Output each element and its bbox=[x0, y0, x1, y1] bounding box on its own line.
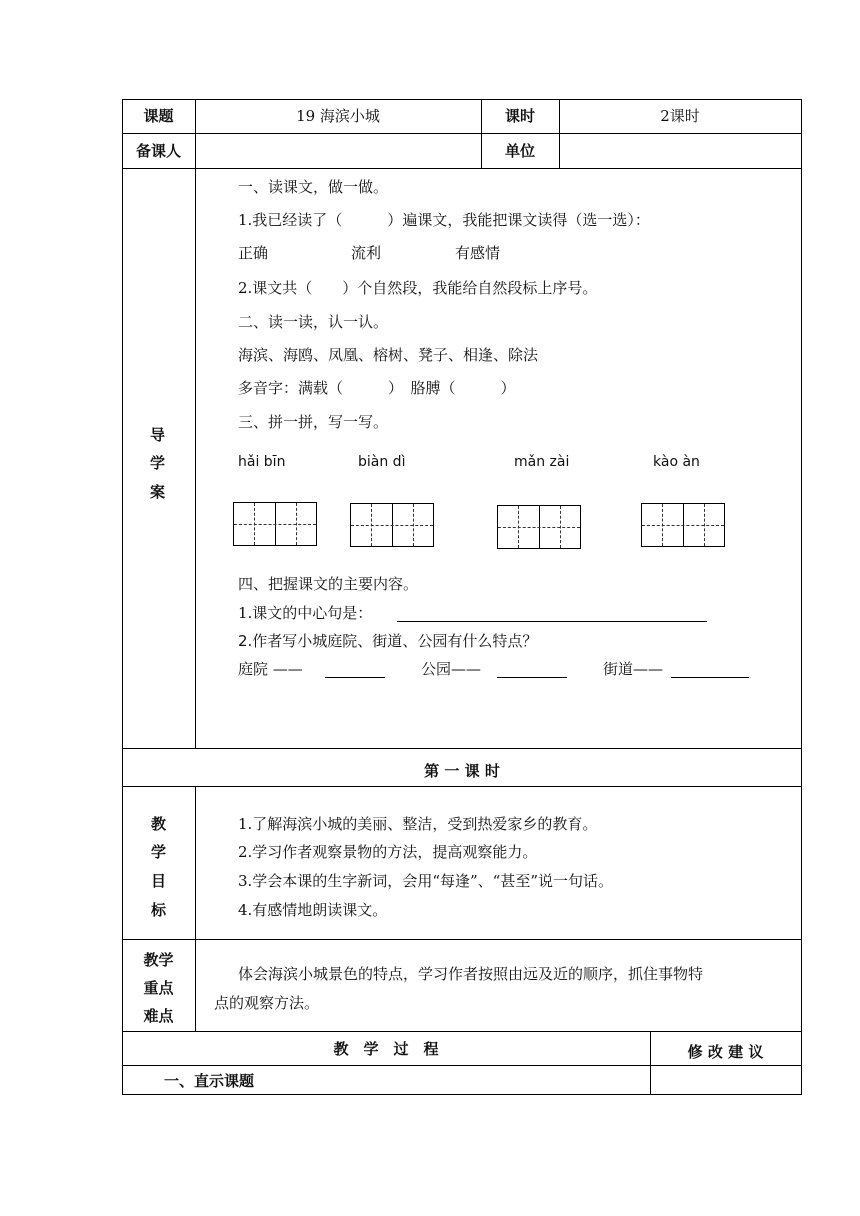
hours-label: 课时 bbox=[504, 107, 535, 125]
hours-value: 2课时 bbox=[660, 107, 700, 125]
first-lesson-heading: 第 一 课 时 bbox=[424, 762, 500, 780]
pinyin-2: biàn dì bbox=[358, 454, 406, 470]
writing-grid-3[interactable] bbox=[497, 505, 581, 549]
section-2-polyphones: 多音字：满载（ ） 胳膊（ ） bbox=[238, 379, 516, 397]
section-1-title: 一、读课文，做一做。 bbox=[238, 178, 389, 196]
fill-street-label: 街道—— bbox=[603, 660, 664, 678]
writing-grid-1[interactable] bbox=[233, 502, 317, 546]
table-rule bbox=[122, 786, 802, 787]
goal-item: 1.了解海滨小城的美丽、整洁，受到热爱家乡的教育。 bbox=[238, 815, 598, 833]
table-border-bottom bbox=[122, 1094, 802, 1095]
table-rule-vertical bbox=[195, 786, 196, 1031]
pinyin-3: mǎn zài bbox=[514, 454, 570, 470]
table-rule bbox=[122, 748, 802, 749]
key-text-line-2: 点的观察方法。 bbox=[214, 994, 320, 1012]
goals-label-3: 目 bbox=[151, 872, 167, 890]
topic-value: 19 海滨小城 bbox=[296, 107, 380, 125]
goals-label-1: 教 bbox=[151, 815, 167, 833]
section-4-title: 四、把握课文的主要内容。 bbox=[238, 575, 419, 593]
central-sentence-blank[interactable] bbox=[397, 621, 707, 622]
section-1-q2: 2.课文共（ ）个自然段，我能给自然段标上序号。 bbox=[238, 279, 598, 297]
revision-suggestion-heading: 修 改 建 议 bbox=[687, 1043, 764, 1061]
goal-item: 3.学会本课的生字新词，会用“每逢”、“甚至”说一句话。 bbox=[238, 872, 613, 890]
section-4-q2: 2.作者写小城庭院、街道、公园有什么特点？ bbox=[238, 632, 538, 650]
fill-courtyard-label: 庭院 —— bbox=[238, 660, 303, 678]
guide-side-label-3: 案 bbox=[150, 483, 166, 501]
option-fluent: 流利 bbox=[351, 244, 382, 262]
section-1-q1: 1.我已经读了（ ）遍课文，我能把课文读得（选一选）： bbox=[238, 211, 650, 229]
guide-side-label-1: 导 bbox=[150, 426, 166, 444]
table-rule bbox=[122, 1031, 802, 1032]
topic-label: 课题 bbox=[143, 107, 174, 125]
goal-item: 4.有感情地朗读课文。 bbox=[238, 901, 388, 919]
table-rule bbox=[122, 939, 802, 940]
writing-grid-4[interactable] bbox=[641, 503, 725, 547]
section-4-q1: 1.课文的中心句是： bbox=[238, 604, 373, 622]
key-label-3: 难点 bbox=[143, 1007, 174, 1025]
fill-park-blank[interactable] bbox=[497, 677, 567, 678]
section-3-title: 三、拼一拼，写一写。 bbox=[238, 413, 389, 431]
fill-courtyard-blank[interactable] bbox=[325, 677, 385, 678]
section-2-title: 二、读一读，认一认。 bbox=[238, 313, 389, 331]
table-rule bbox=[122, 168, 802, 169]
table-border-top bbox=[122, 99, 802, 100]
table-border-left bbox=[122, 99, 123, 1094]
writing-grid-2[interactable] bbox=[350, 503, 434, 547]
fill-street-blank[interactable] bbox=[671, 677, 749, 678]
pinyin-4: kào àn bbox=[653, 454, 700, 470]
option-correct: 正确 bbox=[238, 244, 269, 262]
section-2-words: 海滨、海鸥、凤凰、榕树、凳子、相逢、除法 bbox=[238, 346, 539, 364]
table-rule-vertical bbox=[195, 99, 196, 748]
goals-label-4: 标 bbox=[151, 901, 167, 919]
unit-label: 单位 bbox=[504, 142, 535, 160]
goals-label-2: 学 bbox=[151, 843, 167, 861]
table-border-right bbox=[801, 99, 802, 1094]
pinyin-1: hǎi bīn bbox=[238, 454, 286, 470]
table-rule bbox=[122, 1065, 802, 1066]
guide-side-label-2: 学 bbox=[150, 454, 166, 472]
preparer-label: 备课人 bbox=[135, 142, 181, 160]
step-1-title: 一、直示课题 bbox=[164, 1072, 255, 1090]
table-rule-vertical bbox=[650, 1031, 651, 1094]
key-label-2: 重点 bbox=[143, 979, 174, 997]
teaching-process-heading: 教 学 过 程 bbox=[333, 1040, 439, 1058]
key-text-line-1: 体会海滨小城景色的特点，学习作者按照由远及近的顺序，抓住事物特 bbox=[238, 965, 704, 983]
table-rule bbox=[122, 133, 802, 134]
fill-park-label: 公园—— bbox=[421, 660, 482, 678]
key-label-1: 教学 bbox=[143, 951, 174, 969]
option-emotion: 有感情 bbox=[455, 244, 501, 262]
goal-item: 2.学习作者观察景物的方法，提高观察能力。 bbox=[238, 843, 538, 861]
